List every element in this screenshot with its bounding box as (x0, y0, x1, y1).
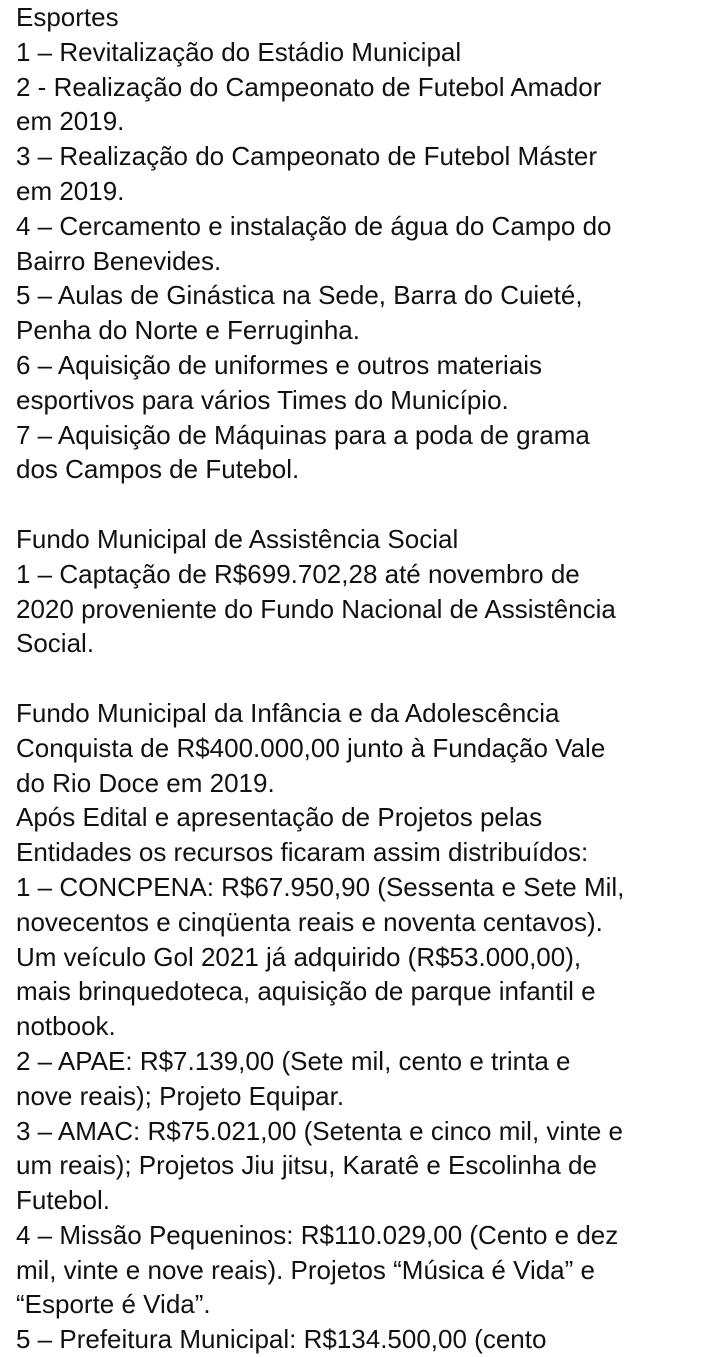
text-line: 3 – AMAC: R$75.021,00 (Setenta e cinco mil, vinte e (16, 1115, 624, 1146)
text-line: 2 - Realização do Campeonato de Futebol Amador (16, 71, 602, 102)
text-line: 3 – Realização do Campeonato de Futebol Máster (16, 141, 598, 172)
text-line: 1 – Revitalização do Estádio Municipal (16, 36, 462, 67)
text-line: 4 – Cercamento e instalação de água do Campo do (16, 210, 612, 241)
text-line: Futebol. (16, 1185, 110, 1216)
text-line: Conquista de R$400.000,00 junto à Fundação Vale (16, 732, 606, 763)
text-line: Penha do Norte e Ferruginha. (16, 315, 360, 346)
text-line: um reais); Projetos Jiu jitsu, Karatê e Escolinha de (16, 1150, 597, 1181)
text-line: notbook. (16, 1011, 116, 1042)
text-line: 5 – Prefeitura Municipal: R$134.500,00 (cento (16, 1324, 547, 1355)
text-line: em 2019. (16, 106, 125, 137)
text-line: 1 – Captação de R$699.702,28 até novembro de (16, 558, 580, 589)
text-line: 1 – CONCPENA: R$67.950,90 (Sessenta e Sete Mil, (16, 871, 625, 902)
text-line: mais brinquedoteca, aquisição de parque infantil e (16, 976, 596, 1007)
paragraph-spacer (16, 661, 713, 696)
text-line: Social. (16, 628, 95, 659)
document-body (16, 0, 713, 1357)
text-line: 5 – Aulas de Ginástica na Sede, Barra do Cuieté, (16, 280, 583, 311)
text-line: mil, vinte e nove reais). Projetos “Música é Vida” e (16, 1254, 595, 1285)
section-heading-infancia-adolescencia: Fundo Municipal da Infância e da Adolescência (16, 697, 560, 728)
text-line: nove reais); Projeto Equipar. (16, 1080, 345, 1111)
section-heading-assistencia-social: Fundo Municipal de Assistência Social (16, 523, 459, 554)
text-line: Um veículo Gol 2021 já adquirido (R$53.000,00), (16, 941, 582, 972)
text-line: dos Campos de Futebol. (16, 454, 300, 485)
text-line: Entidades os recursos ficaram assim distribuídos: (16, 837, 589, 868)
text-line: 2020 proveniente do Fundo Nacional de Assistência (16, 593, 616, 624)
text-line: 6 – Aquisição de uniformes e outros materiais (16, 349, 543, 380)
text-line: Bairro Benevides. (16, 245, 222, 276)
text-line: 2 – APAE: R$7.139,00 (Sete mil, cento e trinta e (16, 1045, 571, 1076)
text-line: “Esporte é Vida”. (16, 1289, 211, 1320)
text-line: esportivos para vários Times do Município. (16, 384, 509, 415)
text-line: Após Edital e apresentação de Projetos pelas (16, 802, 543, 833)
text-line: 7 – Aquisição de Máquinas para a poda de grama (16, 419, 590, 450)
text-line: 4 – Missão Pequeninos: R$110.029,00 (Cento e dez (16, 1219, 619, 1250)
text-line: novecentos e cinqüenta reais e noventa centavos). (16, 906, 603, 937)
section-heading-esportes: Esportes (16, 2, 119, 32)
text-line: do Rio Doce em 2019. (16, 767, 275, 798)
text-line: em 2019. (16, 175, 125, 206)
paragraph-spacer (16, 487, 713, 522)
